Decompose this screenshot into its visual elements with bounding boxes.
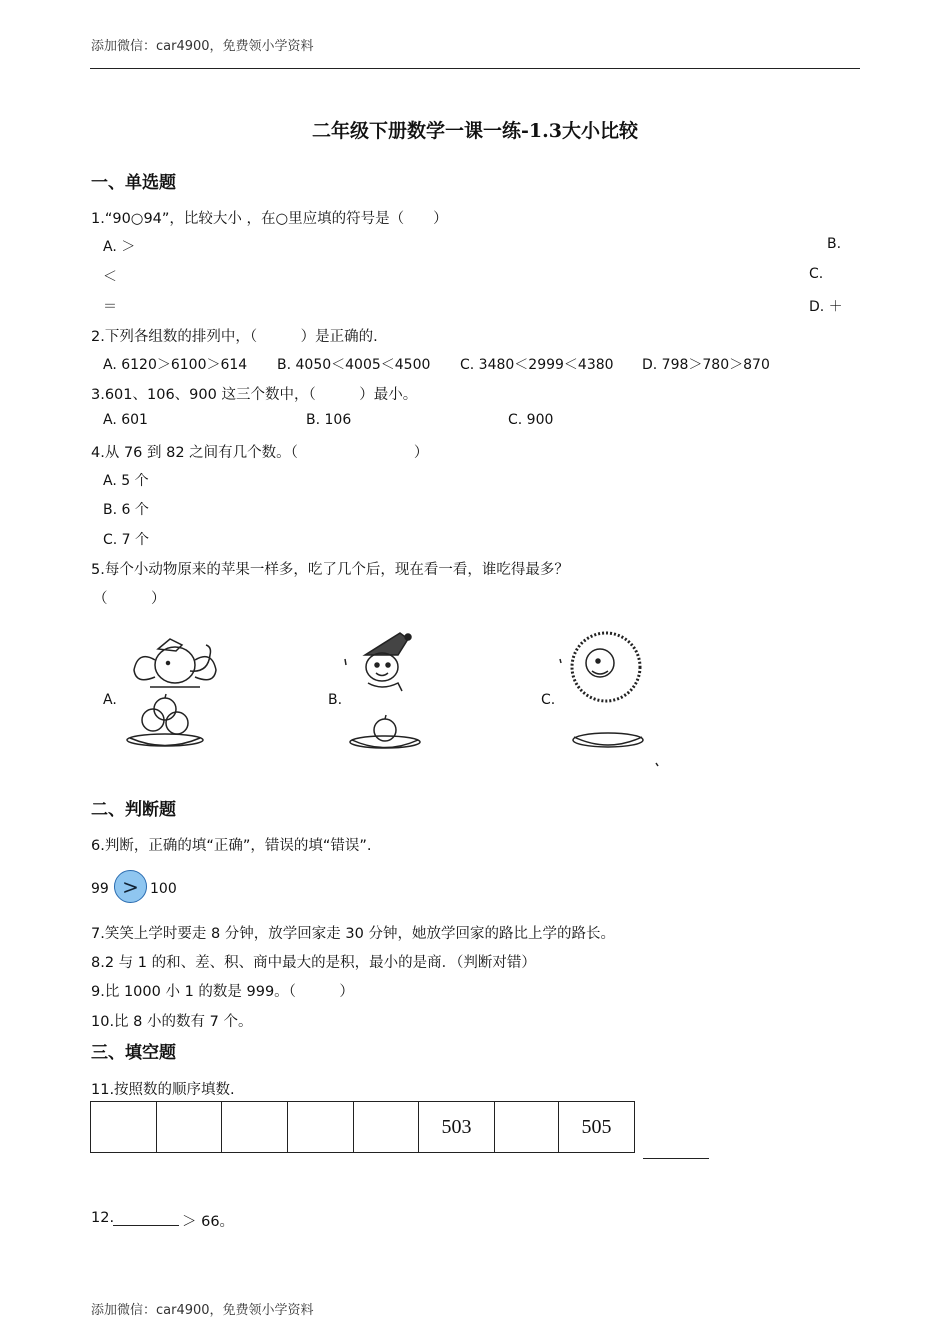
question-8-text: 8.2 与 1 的和、差、积、商中最大的是积，最小的是商．（判断对错）: [91, 955, 536, 971]
sequence-cell: 503: [419, 1102, 495, 1153]
monkey-one-apple-illustration: [340, 625, 430, 765]
section-heading-fill-blank: 三、填空题: [91, 1043, 176, 1063]
question-12-suffix: ＞ 66。: [182, 1214, 235, 1230]
question-1-option-c-symbol: ＝: [103, 299, 117, 315]
question-1-option-b[interactable]: B.: [827, 236, 842, 252]
question-7-text: 7.笑笑上学时要走 8 分钟，放学回家走 30 分钟，她放学回家的路比上学的路长。: [91, 926, 615, 942]
question-5-text: 5.每个小动物原来的苹果一样多，吃了几个后，现在看一看，谁吃得最多？: [91, 562, 569, 578]
question-4-option-b[interactable]: B. 6 个: [103, 502, 149, 518]
sequence-cell[interactable]: [354, 1102, 419, 1153]
question-3-option-b[interactable]: B. 106: [306, 412, 352, 428]
sequence-cell[interactable]: [288, 1102, 354, 1153]
question-1-option-b-symbol: ＜: [103, 269, 117, 285]
question-3-text: 3.601、106、900 这三个数中，（ ）最小。: [91, 387, 418, 403]
question-4-text: 4.从 76 到 82 之间有几个数。（ ）: [91, 445, 429, 461]
question-1-text: 1.“90○94”，比较大小 ，在○里应填的符号是（ ）: [91, 211, 448, 227]
question-2-option-c[interactable]: C. 3480＜2999＜4380: [460, 357, 614, 373]
question-2-option-a[interactable]: A. 6120＞6100＞614: [103, 357, 248, 373]
question-3-option-c[interactable]: C. 900: [508, 412, 554, 428]
sequence-cell[interactable]: [91, 1102, 157, 1153]
question-4-option-c[interactable]: C. 7 个: [103, 532, 150, 548]
page-title: 二年级下册数学一课一练-1.3大小比较: [312, 120, 638, 142]
question-3-option-a[interactable]: A. 601: [103, 412, 148, 428]
question-6-symbol: >: [122, 874, 139, 899]
question-1-option-a[interactable]: A. ＞: [103, 239, 136, 255]
question-6-left-number: 99: [91, 881, 109, 897]
question-4-option-a[interactable]: A. 5 个: [103, 473, 149, 489]
footer-note: 添加微信：car4900，免费领小学资料: [91, 1303, 314, 1318]
question-11-text: 11.按照数的顺序填数.: [91, 1082, 235, 1098]
question-5-option-b[interactable]: B.: [328, 692, 343, 708]
sequence-cell: 505: [559, 1102, 635, 1153]
header-divider: [90, 68, 860, 69]
sequence-cell[interactable]: [495, 1102, 559, 1153]
lion-empty-plate-illustration: [556, 625, 666, 770]
question-6-right-number: 100: [150, 881, 177, 897]
header-note: 添加微信：car4900，免费领小学资料: [91, 39, 314, 54]
sequence-cell[interactable]: [157, 1102, 222, 1153]
question-1-option-c[interactable]: C.: [809, 266, 824, 282]
question-2-option-d[interactable]: D. 798＞780＞870: [642, 357, 770, 373]
question-1-option-d[interactable]: D. ＋: [809, 299, 843, 315]
question-6-comparison-circle: [114, 870, 147, 903]
question-12-answer-blank[interactable]: [113, 1225, 179, 1226]
section-heading-true-false: 二、判断题: [91, 800, 176, 820]
question-11-sequence-table: [90, 1101, 635, 1153]
question-5-option-c[interactable]: C.: [541, 692, 556, 708]
question-5-answer-paren: （ ）: [93, 591, 166, 607]
question-10-text: 10.比 8 小的数有 7 个。: [91, 1014, 253, 1030]
question-2-text: 2.下列各组数的排列中，（ ）是正确的.: [91, 329, 378, 345]
question-2-option-b[interactable]: B. 4050＜4005＜4500: [277, 357, 431, 373]
elephant-three-apples-illustration: [120, 625, 230, 765]
question-9-text: 9.比 1000 小 1 的数是 999。（ ）: [91, 984, 354, 1000]
sequence-cell[interactable]: [222, 1102, 288, 1153]
question-11-answer-blank[interactable]: [643, 1158, 709, 1159]
question-12-prefix: 12.: [91, 1210, 115, 1226]
question-5-option-a[interactable]: A.: [103, 692, 117, 708]
section-heading-single-choice: 一、单选题: [91, 173, 176, 193]
question-6-text: 6.判断，正确的填“正确”，错误的填“错误”.: [91, 838, 372, 854]
